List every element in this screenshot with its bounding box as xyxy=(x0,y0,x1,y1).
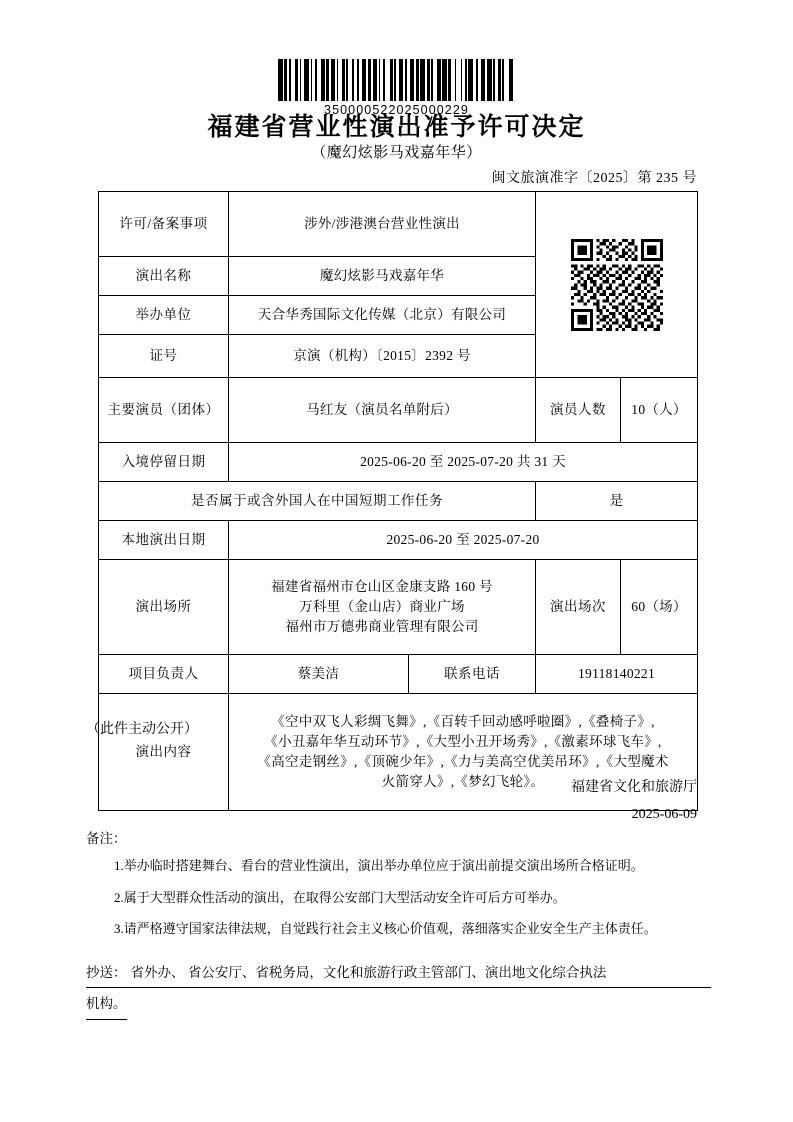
remarks-item-text: 属于大型群众性活动的演出，在取得公安部门大型活动安全许可后方可举办。 xyxy=(123,889,566,905)
qr-code-icon xyxy=(571,239,663,331)
cell-show-name-label: 演出名称 xyxy=(99,257,229,296)
cell-organizer-value: 天合华秀国际文化传媒（北京）有限公司 xyxy=(229,296,536,335)
remarks-item-text: 请严格遵守国家法律法规，自觉践行社会主义核心价值观，落细落实企业安全生产主体责任。 xyxy=(123,921,657,936)
document-number: 闽文旅演准字〔2025〕第 235 号 xyxy=(491,171,697,186)
venue-line-2: 万科里（金山店）商业广场 xyxy=(299,598,465,614)
table-row-project-manager xyxy=(99,655,698,694)
remarks-title: 备注： xyxy=(86,831,127,846)
cell-session-count-label: 演出场次 xyxy=(536,560,621,655)
remarks-block xyxy=(86,827,726,951)
barcode-number: 350000522025000229 xyxy=(324,103,469,117)
cc-label: 抄送： xyxy=(86,965,127,980)
table-row-foreigner-task xyxy=(99,482,698,521)
remarks-item-number: 3. xyxy=(114,921,124,936)
remarks-item-text: 举办临时搭建舞台、看台的营业性演出，演出举办单位应于演出前提交演出场所合格证明。 xyxy=(123,858,644,873)
table-row-entry-stay xyxy=(99,443,698,482)
cell-project-manager-value: 蔡美洁 xyxy=(229,655,409,694)
cell-local-show-date-value: 2025-06-20 至 2025-07-20 xyxy=(229,521,698,560)
issuer-name: 福建省文化和旅游厅 xyxy=(571,780,697,795)
qr-code-cell xyxy=(536,192,698,378)
cell-local-show-date-label: 本地演出日期 xyxy=(99,521,229,560)
content-line-1: 《空中双飞人彩绸飞舞》,《百转千回动感呼啦圈》,《叠椅子》, xyxy=(271,713,655,729)
cell-venue-value xyxy=(229,560,536,655)
barcode-image xyxy=(278,59,515,101)
content-line-4: 火箭穿人》,《梦幻飞轮》。 xyxy=(381,774,545,790)
content-line-2: 《小丑嘉年华互动环节》,《大型小丑开场秀》,《激素环球飞车》, xyxy=(264,733,662,749)
cell-license-no-label: 证号 xyxy=(99,335,229,378)
remarks-item xyxy=(86,919,726,939)
cell-project-manager-label: 项目负责人 xyxy=(99,655,229,694)
table-row-local-show-date xyxy=(99,521,698,560)
table-row-main-performer xyxy=(99,378,698,443)
cell-phone-value: 19118140221 xyxy=(536,655,698,694)
remarks-list xyxy=(86,856,726,939)
cell-permit-item-label: 许可/备案事项 xyxy=(99,192,229,257)
issue-date: 2025-06-09 xyxy=(631,806,697,822)
cell-organizer-label: 举办单位 xyxy=(99,296,229,335)
cell-main-performer-label: 主要演员（团体） xyxy=(99,378,229,443)
venue-line-1: 福建省福州市仓山区金康支路 160 号 xyxy=(271,578,493,594)
cc-block xyxy=(86,960,711,1020)
cell-venue-label: 演出场所 xyxy=(99,560,229,655)
cell-phone-label: 联系电话 xyxy=(409,655,536,694)
cell-show-name-value: 魔幻炫影马戏嘉年华 xyxy=(229,257,536,296)
table-row-venue xyxy=(99,560,698,655)
remarks-item xyxy=(86,888,726,908)
page-subtitle: （魔幻炫影马戏嘉年华） xyxy=(311,145,482,161)
cell-license-no-value: 京演（机构）〔2015〕2392 号 xyxy=(229,335,536,378)
cell-main-performer-value: 马红友（演员名单附后） xyxy=(229,378,536,443)
remarks-item-number: 1. xyxy=(114,858,124,873)
public-disclosure-note: （此件主动公开） xyxy=(86,722,198,737)
cc-line-1: 省外办、 省公安厅、省税务局，文化和旅游行政主管部门、演出地文化综合执法 xyxy=(86,960,711,988)
cell-foreigner-task-value: 是 xyxy=(536,482,698,521)
venue-line-3: 福州市万德弗商业管理有限公司 xyxy=(285,619,479,635)
cell-foreigner-task-label: 是否属于或含外国人在中国短期工作任务 xyxy=(99,482,536,521)
cell-performer-count-label: 演员人数 xyxy=(536,378,621,443)
table-row-permit-item xyxy=(99,192,698,257)
cell-performer-count-value: 10（人） xyxy=(621,378,698,443)
page-title: 福建省营业性演出准予许可决定 xyxy=(207,113,586,141)
cell-permit-item-value: 涉外/涉港澳台营业性演出 xyxy=(229,192,536,257)
cell-entry-stay-label: 入境停留日期 xyxy=(99,443,229,482)
cell-entry-stay-value: 2025-06-20 至 2025-07-20 共 31 天 xyxy=(229,443,698,482)
remarks-item-number: 2. xyxy=(114,889,124,905)
cc-line-2: 机构。 xyxy=(86,991,127,1019)
content-line-3: 《高空走钢丝》,《顶碗少年》,《力与美高空优美吊环》,《大型魔术 xyxy=(257,754,669,769)
cell-session-count-value: 60（场） xyxy=(621,560,698,655)
issuer-block xyxy=(571,775,697,828)
remarks-item xyxy=(86,856,726,876)
cell-content-label: 演出内容 xyxy=(99,694,229,811)
